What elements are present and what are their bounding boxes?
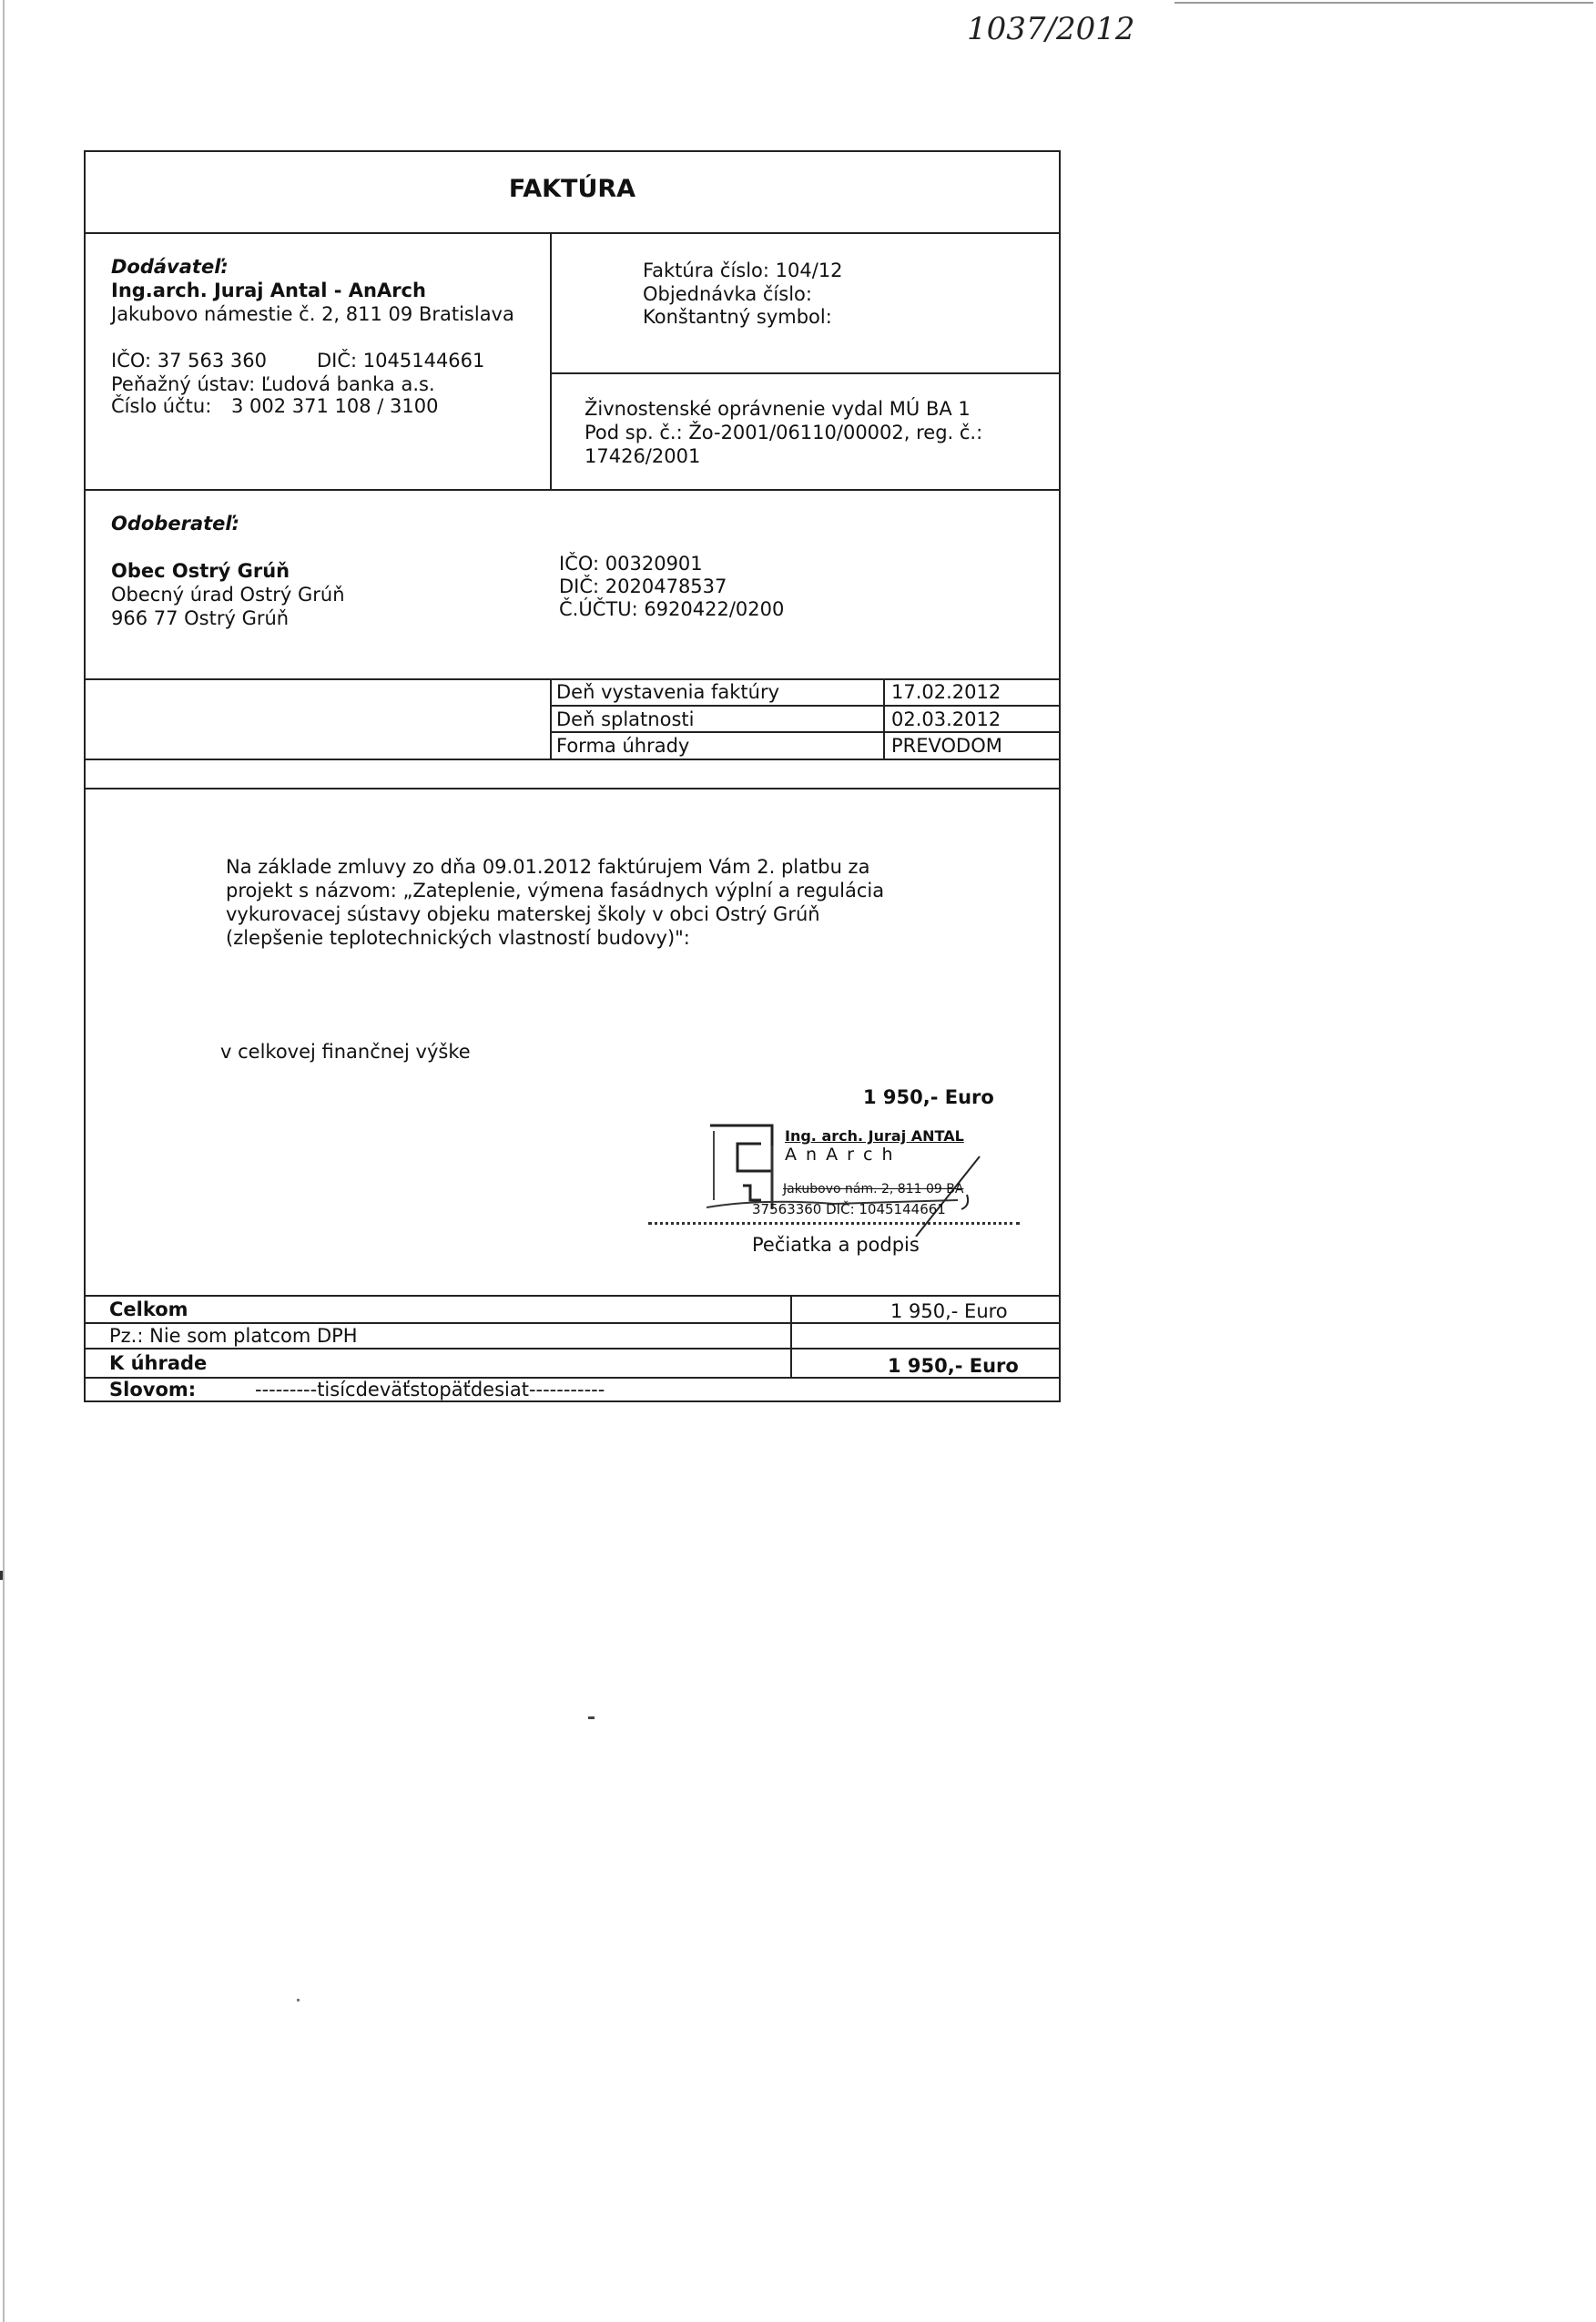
body-line-2: projekt s názvom: „Zateplenie, výmena fasádnych výplní a regulácia: [226, 880, 885, 901]
due-label: K úhrade: [109, 1352, 208, 1374]
body-line-3: vykurovacej sústavy objeku materskej školy v obci Ostrý Grúň: [226, 903, 820, 925]
amount-label: v celkovej finančnej výške: [220, 1041, 471, 1063]
scan-speck: [588, 1716, 595, 1719]
dates-right-edge: [1059, 678, 1061, 789]
license-line-2: Pod sp. č.: Žo-2001/06110/00002, reg. č.:: [585, 422, 983, 443]
words-label: Slovom:: [109, 1379, 197, 1400]
supplier-name: Ing.arch. Juraj Antal - AnArch: [111, 280, 426, 301]
dates-row-line-3: [84, 759, 1061, 760]
order-number: Objednávka číslo:: [643, 283, 812, 305]
body-right-edge: [1059, 788, 1061, 1400]
scan-speck: [0, 1571, 3, 1580]
stamp-line-1: Ing. arch. Juraj ANTAL: [785, 1127, 964, 1145]
stamp-caption: Pečiatka a podpis: [752, 1234, 920, 1256]
signature-line: [648, 1222, 1020, 1225]
body-line-1: Na základe zmluvy zo dňa 09.01.2012 faktúrujem Vám 2. platbu za: [226, 856, 870, 878]
license-line-3: 17426/2001: [585, 445, 701, 467]
customer-name: Obec Ostrý Grúň: [111, 560, 290, 582]
invoice-number: Faktúra číslo: 104/12: [643, 260, 843, 281]
supplier-divider: [550, 234, 552, 491]
handwritten-reference: 1037/2012: [967, 11, 1135, 47]
stamp-line-2: A n A r c h: [785, 1145, 895, 1165]
due-value: 1 950,- Euro: [888, 1355, 1019, 1377]
customer-ico: IČO: 00320901: [559, 553, 703, 575]
scan-edge-left: [3, 0, 5, 2322]
totals-col-divider: [790, 1295, 792, 1377]
customer-dic: DIČ: 2020478537: [559, 575, 727, 597]
customer-heading: Odoberateľ:: [111, 513, 239, 535]
dates-col-mid: [883, 678, 885, 760]
customer-office: Obecný úrad Ostrý Grúň: [111, 584, 345, 606]
body-line-4: (zlepšenie teplotechnických vlastností budovy)":: [226, 927, 690, 949]
constant-symbol: Konštantný symbol:: [643, 306, 832, 328]
celkom-value: 1 950,- Euro: [890, 1300, 1008, 1322]
payment-form-value: PREVODOM: [891, 735, 1002, 757]
dates-row-line-2: [550, 731, 1061, 733]
license-divider: [550, 372, 1061, 374]
celkom-label: Celkom: [109, 1298, 188, 1320]
supplier-account-label: Číslo účtu:: [111, 395, 212, 417]
supplier-dic: DIČ: 1045144661: [317, 350, 485, 372]
totals-top-line: [84, 1295, 1061, 1297]
stamp-line-3: Jakubovo nám. 2, 811 09 BA: [783, 1182, 964, 1197]
scan-speck: [297, 1999, 300, 2001]
supplier-heading: Dodávateľ:: [111, 256, 229, 278]
body-left-edge: [84, 788, 86, 1400]
payment-form-label: Forma úhrady: [556, 735, 690, 757]
supplier-address: Jakubovo námestie č. 2, 811 09 Bratislava: [111, 303, 514, 325]
stamp-line-4: 37563360 DIČ: 1045144661: [752, 1201, 946, 1217]
words-value: ---------tisícdeväťstopäťdesiat-----------: [255, 1379, 605, 1400]
customer-account: Č.ÚČTU: 6920422/0200: [559, 598, 785, 620]
vat-note: Pz.: Nie som platcom DPH: [109, 1325, 358, 1347]
date-due-label: Deň splatnosti: [556, 708, 695, 730]
dates-left-edge: [84, 678, 86, 789]
amount-value: 1 950,- Euro: [863, 1086, 994, 1108]
dates-row-line-1: [550, 705, 1061, 707]
license-line-1: Živnostenské oprávnenie vydal MÚ BA 1: [585, 398, 971, 420]
totals-line-3: [84, 1348, 1061, 1349]
dates-row-line-4: [84, 788, 1061, 789]
supplier-ico: IČO: 37 563 360: [111, 350, 268, 372]
scan-edge-top-right: [1174, 2, 1593, 4]
date-issue-label: Deň vystavenia faktúry: [556, 681, 780, 703]
invoice-title: FAKTÚRA: [508, 175, 636, 203]
date-due-value: 02.03.2012: [891, 708, 1001, 730]
supplier-account: 3 002 371 108 / 3100: [231, 395, 439, 417]
supplier-bank: Peňažný ústav: Ľudová banka a.s.: [111, 373, 435, 395]
date-issue-value: 17.02.2012: [891, 681, 1001, 703]
customer-address: 966 77 Ostrý Grúň: [111, 607, 290, 629]
